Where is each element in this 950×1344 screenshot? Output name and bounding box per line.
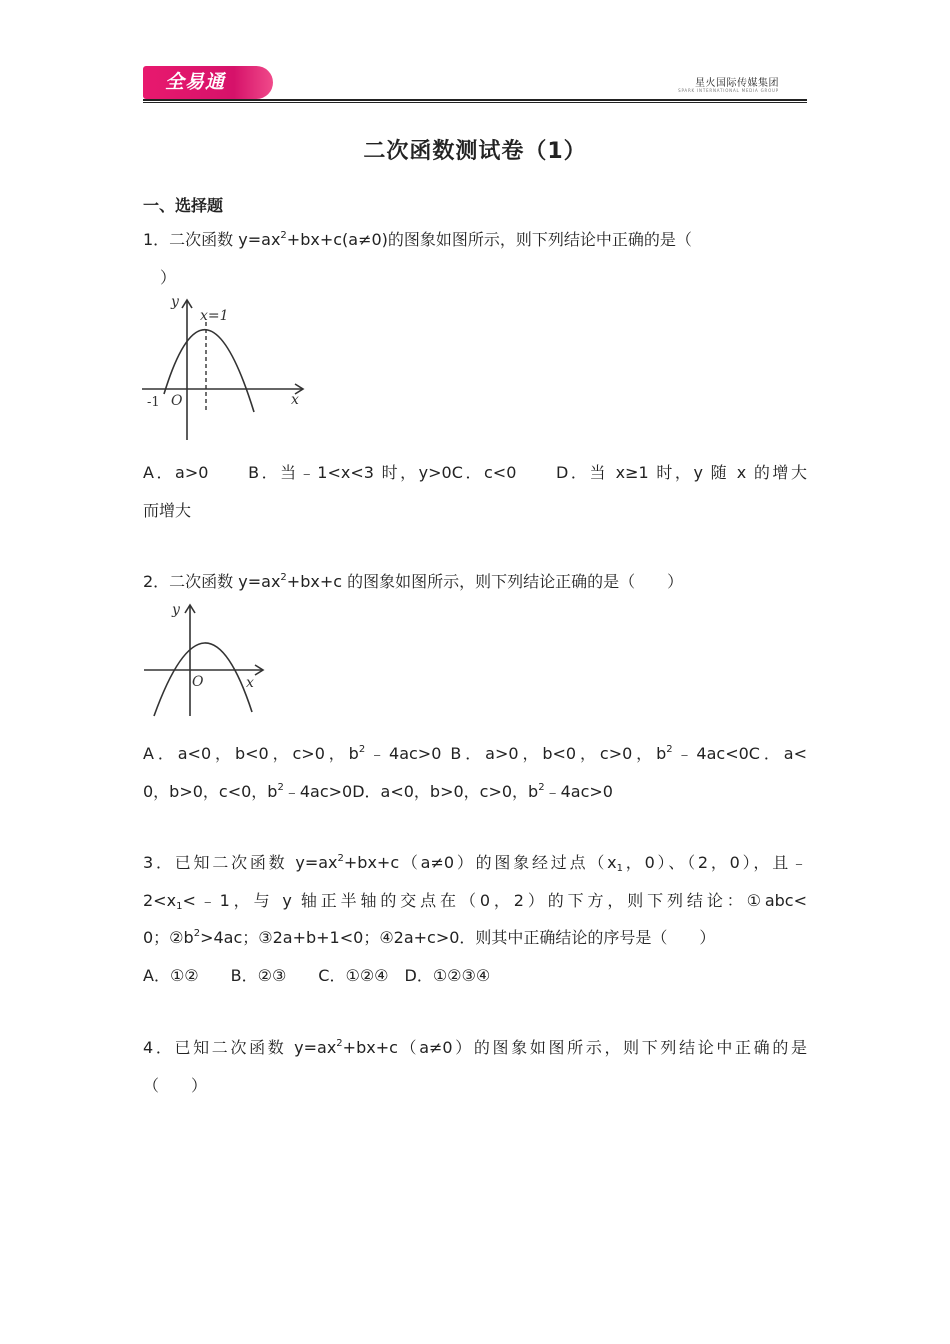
q3-stem-line3: 0；$②b^2>4ac$；③2a+b+1<0；④2a+c>0．则其中正确结论的序号是（ ） xyxy=(143,928,716,947)
q1-neg-one-label: -1 xyxy=(147,395,160,410)
q2-x-label: x xyxy=(246,675,254,691)
q1-axis-of-symmetry-label: x=1 xyxy=(200,308,229,324)
brand-name: 星火国际传媒集团 xyxy=(695,78,779,89)
page-title: 二次函数测试卷（1） xyxy=(363,139,587,164)
q2-options: A．a<0，b<0，c>0，$b^2﹣4ac>0$ B．a>0，b<0，c>0，$b^2﹣4ac<0C$．a< xyxy=(143,744,807,763)
q1-stem: 1．二次函数 $y=ax^2+bx+c(a\ne 0)$的图象如图所示，则下列结论中正确的是（ xyxy=(143,230,692,249)
q4-stem: 4．已知二次函数 $y=ax^2+bx+c(a\ne 0)$的图象如图所示，则下列结论中正确的是 xyxy=(143,1038,807,1057)
q1-options: A．a>0 B．当﹣1<x<3 时，y>0C．c<0 D．当 x≥1 时，y 随 x 的增大 xyxy=(143,463,807,482)
q1-y-label: y xyxy=(171,294,179,310)
header-rule-thin xyxy=(143,102,807,103)
section-title: 一、选择题 xyxy=(143,196,224,215)
brand-subtitle: SPARK INTERNATIONAL MEDIA GROUP xyxy=(678,88,779,93)
page-header xyxy=(143,66,807,102)
q1-x-label: x xyxy=(291,392,299,408)
q3-stem-line1: 3．已知二次函数 $y=ax^2+bx+c(a\ne 0)$的图象经过点（$x_1$，0）、（2，0），且﹣ xyxy=(143,853,807,874)
q3-options: A．①② B．②③ C．①②④ D．①②③④ xyxy=(143,966,491,985)
q2-graph xyxy=(140,600,270,720)
q2-y-label: y xyxy=(172,602,180,618)
q2-stem: 2．二次函数 $y=ax^2+bx+c$ 的图象如图所示，则下列结论正确的是（ ） xyxy=(143,572,684,591)
q1-origin-label: O xyxy=(171,393,183,409)
logo: 全易通 xyxy=(143,66,273,99)
header-rule xyxy=(143,99,807,101)
q3-stem-line2: $2<x_1<﹣1$，与 y 轴正半轴的交点在（0，2）的下方，则下列结论：①abc< xyxy=(143,891,807,912)
q1-stem-end: ） xyxy=(160,268,177,287)
q1-graph xyxy=(140,292,310,444)
q2-options-cont: 0，b>0，c<0，$b^2﹣4ac>0D$．a<0，b>0，c>0，$b^2﹣4ac>0$ xyxy=(143,782,613,801)
q2-origin-label: O xyxy=(192,674,204,690)
q4-stem-end: （ ） xyxy=(143,1076,208,1095)
q1-options-cont: 而增大 xyxy=(143,501,192,520)
